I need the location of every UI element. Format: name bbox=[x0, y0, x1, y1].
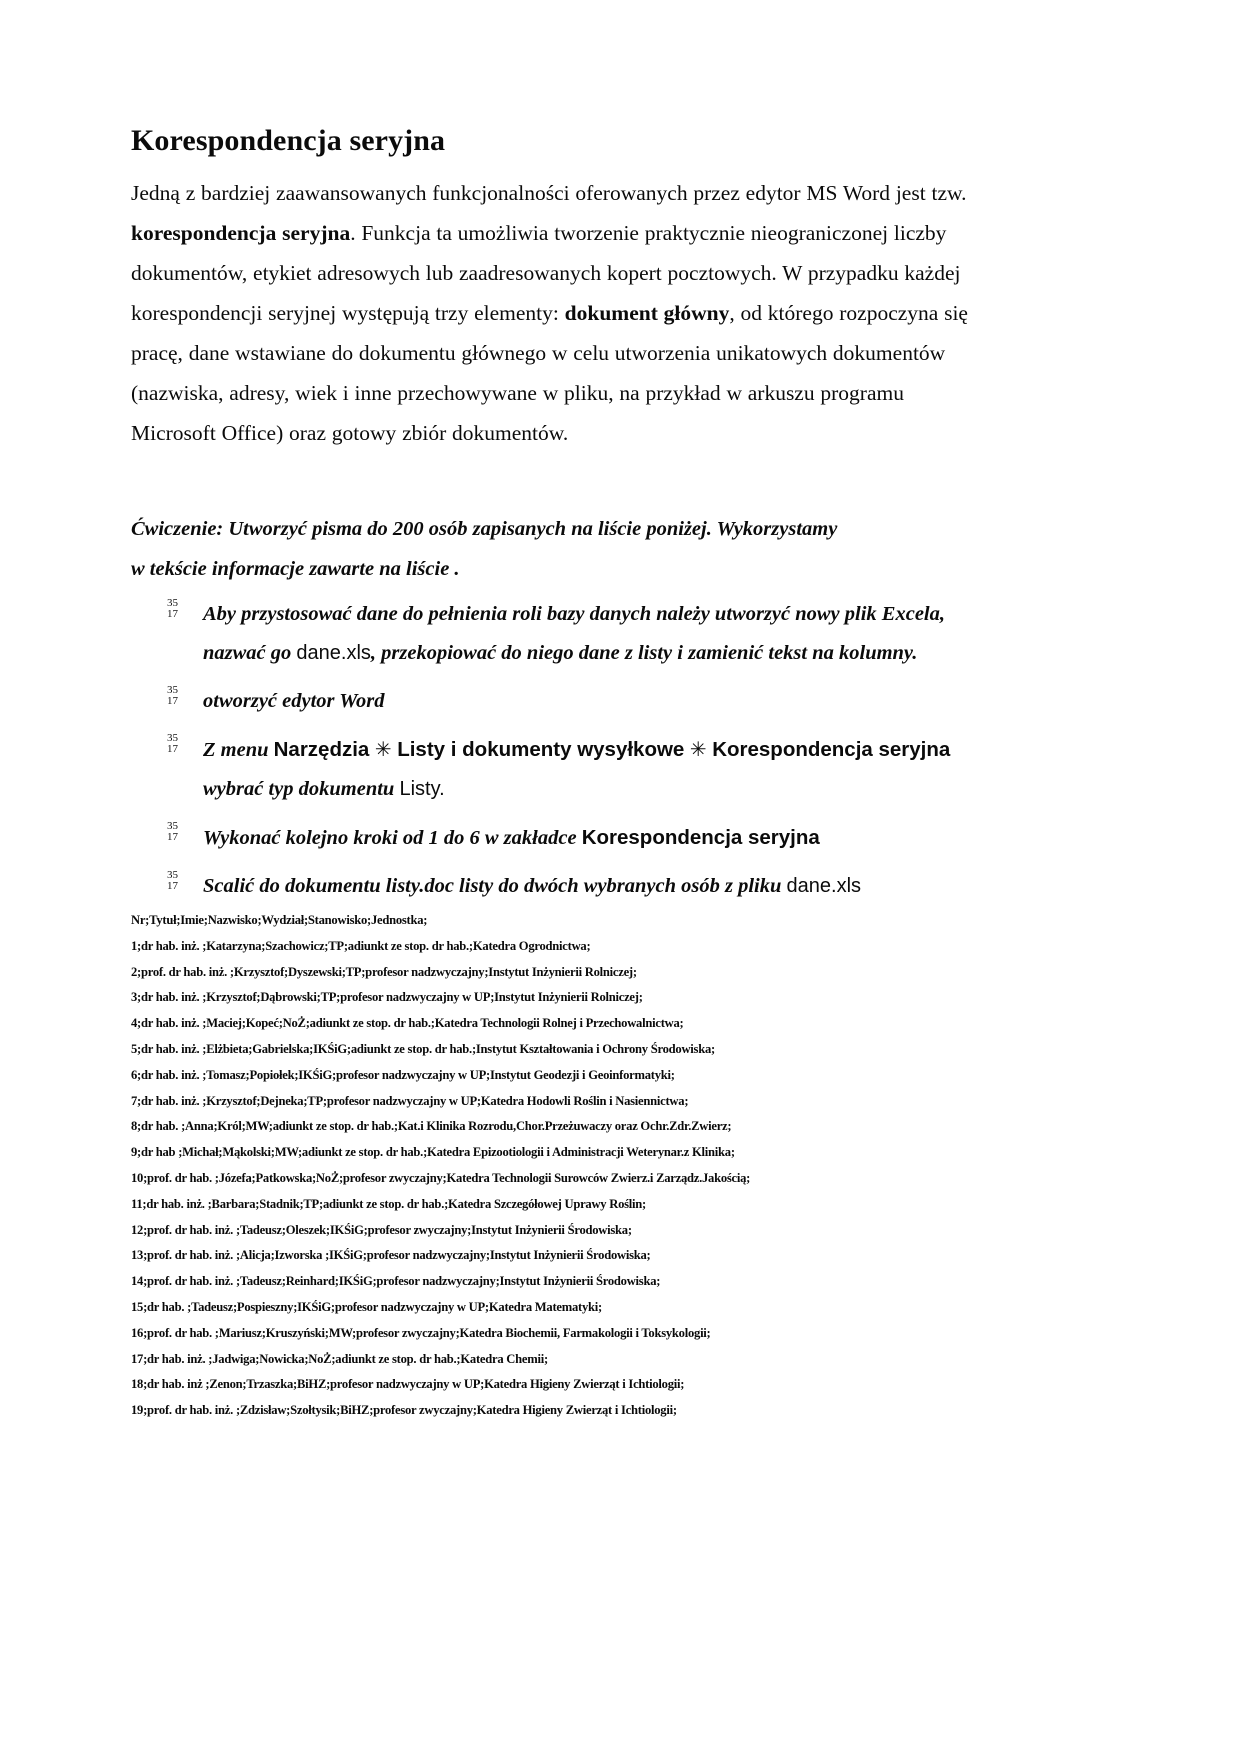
data-record-line: 9;dr hab ;Michał;Mąkolski;MW;adiunkt ze stop. dr hab.;Katedra Epizootiologii i Administracji Weterynar.z Klinika; bbox=[131, 1145, 735, 1160]
task-list-item bbox=[131, 730, 971, 809]
task-list bbox=[131, 595, 971, 906]
data-records-block bbox=[131, 908, 1031, 1424]
task-list-item bbox=[131, 867, 971, 906]
bullet-glyph-bottom: 17 bbox=[167, 831, 178, 843]
data-record-line: 1;dr hab. inż. ;Katarzyna;Szachowicz;TP;adiunkt ze stop. dr hab.;Katedra Ogrodnictwa; bbox=[131, 938, 591, 953]
task-list-item bbox=[131, 595, 971, 673]
document-content bbox=[131, 124, 971, 915]
intro-text-part1: Jedną z bardziej zaawansowanych funkcjonalności oferowanych przez edytor MS Word jest tzw. bbox=[131, 180, 967, 205]
data-record-line: 8;dr hab. ;Anna;Król;MW;adiunkt ze stop. dr hab.;Kat.i Klinika Rozrodu,Chor.Przeżuwaczy oraz Ochr.Zdr.Zwierz; bbox=[131, 1119, 732, 1134]
intro-text-part2: . Funkcja ta umożliwia tworzenie praktycznie nieograniczonej liczby dokumentów, etykiet adresowych lub zaadresowanych kopert pocztowych. W przypadku każdej korespondencji seryjnej występują trzy elementy: bbox=[131, 220, 961, 325]
bullet-glyph-bottom: 17 bbox=[167, 608, 178, 620]
data-record-line: 5;dr hab. inż. ;Elżbieta;Gabrielska;IKŚiG;adiunkt ze stop. dr hab.;Instytut Kształtowania i Ochrony Środowiska; bbox=[131, 1041, 715, 1056]
task-text-segment: Listy i dokumenty wysyłkowe bbox=[397, 737, 685, 761]
exercise-line-1: Ćwiczenie: Utworzyć pisma do 200 osób zapisanych na liście poniżej. Wykorzystamy bbox=[131, 517, 838, 540]
data-record-line: 15;dr hab. ;Tadeusz;Pospieszny;IKŚiG;profesor nadzwyczajny w UP;Katedra Matematyki; bbox=[131, 1299, 602, 1314]
task-text-segment: Z menu bbox=[203, 738, 274, 761]
data-record-line: 14;prof. dr hab. inż. ;Tadeusz;Reinhard;IKŚiG;profesor nadzwyczajny;Instytut Inżynierii Środowiska; bbox=[131, 1274, 661, 1289]
data-record-line: 12;prof. dr hab. inż. ;Tadeusz;Oleszek;IKŚiG;profesor zwyczajny;Instytut Inżynierii Środowiska; bbox=[131, 1222, 632, 1237]
task-text-segment: ✳ bbox=[684, 738, 713, 761]
intro-bold-korespondencja: korespondencja seryjna bbox=[131, 220, 351, 245]
data-record-line: 7;dr hab. inż. ;Krzysztof;Dejneka;TP;profesor nadzwyczajny w UP;Katedra Hodowli Roślin i Nasiennictwa; bbox=[131, 1093, 689, 1108]
data-record-line: 3;dr hab. inż. ;Krzysztof;Dąbrowski;TP;profesor nadzwyczajny w UP;Instytut Inżynierii Rolniczej; bbox=[131, 990, 643, 1005]
data-record-line: 6;dr hab. inż. ;Tomasz;Popiołek;IKŚiG;profesor nadzwyczajny w UP;Instytut Geodezji i Geoinformatyki; bbox=[131, 1067, 675, 1082]
task-text-segment: Narzędzia bbox=[273, 737, 370, 761]
bullet-glyph-top: 35 bbox=[167, 819, 178, 832]
data-record-line: 17;dr hab. inż. ;Jadwiga;Nowicka;NoŻ;adiunkt ze stop. dr hab.;Katedra Chemii; bbox=[131, 1351, 548, 1366]
task-text-segment: dane.xls bbox=[786, 874, 862, 897]
task-text-segment: wybrać typ dokumentu bbox=[203, 777, 400, 800]
section-spacer bbox=[131, 453, 971, 509]
data-record-line: 13;prof. dr hab. inż. ;Alicja;Izworska ;IKŚiG;profesor nadzwyczajny;Instytut Inżynierii Środowiska; bbox=[131, 1248, 651, 1263]
task-text-segment: Aby przystosować dane do pełnienia roli bazy danych należy utworzyć nowy plik Excela, nazwać go bbox=[203, 602, 945, 664]
task-text-segment: Scalić do dokumentu listy.doc listy do dwóch wybranych osób z pliku bbox=[203, 874, 787, 897]
task-text-segment: otworzyć edytor Word bbox=[203, 689, 385, 712]
data-record-line: 2;prof. dr hab. inż. ;Krzysztof;Dyszewski;TP;profesor nadzwyczajny;Instytut Inżynierii Rolniczej; bbox=[131, 964, 637, 979]
data-record-line: 4;dr hab. inż. ;Maciej;Kopeć;NoŻ;adiunkt ze stop. dr hab.;Katedra Technologii Rolnej i Przechowalnictwa; bbox=[131, 1016, 684, 1031]
bullet-glyph-top: 35 bbox=[167, 731, 178, 744]
list-bullet-glyph-icon bbox=[167, 598, 193, 621]
bullet-glyph-top: 35 bbox=[167, 868, 178, 881]
list-bullet-glyph-icon bbox=[167, 733, 193, 756]
task-text-segment: , przekopiować do niego dane z listy i zamienić tekst na kolumny. bbox=[370, 641, 918, 664]
task-text-segment: Listy. bbox=[399, 777, 445, 800]
task-text-segment: Wykonać kolejno kroki od 1 do 6 w zakładce bbox=[203, 826, 582, 849]
page-title: Korespondencja seryjna bbox=[131, 124, 446, 157]
data-list-header: Nr;Tytuł;Imie;Nazwisko;Wydział;Stanowisko;Jednostka; bbox=[131, 913, 428, 927]
task-text-segment: Korespondencja seryjna bbox=[581, 825, 820, 849]
intro-paragraph bbox=[131, 173, 971, 453]
intro-bold-dokument-glowny: dokument główny bbox=[564, 300, 730, 325]
bullet-glyph-bottom: 17 bbox=[167, 695, 178, 707]
data-record-line: 18;dr hab. inż ;Zenon;Trzaszka;BiHZ;profesor nadzwyczajny w UP;Katedra Higieny Zwierząt i Ichtiologii; bbox=[131, 1377, 685, 1392]
task-text-segment: dane.xls bbox=[296, 641, 371, 664]
data-record-line: 11;dr hab. inż. ;Barbara;Stadnik;TP;adiunkt ze stop. dr hab.;Katedra Szczegółowej Uprawy Roślin; bbox=[131, 1196, 646, 1211]
task-list-item bbox=[131, 818, 971, 858]
task-text-segment: Korespondencja seryjna bbox=[712, 737, 951, 761]
exercise-line-2: w tekście informacje zawarte na liście . bbox=[131, 557, 460, 580]
data-records-container bbox=[131, 934, 1031, 1424]
data-record-line: 10;prof. dr hab. ;Józefa;Patkowska;NoŻ;profesor zwyczajny;Katedra Technologii Surowców Zwierz.i Zarządz.Jakością; bbox=[131, 1170, 751, 1185]
list-bullet-glyph-icon bbox=[167, 821, 193, 844]
intro-text-part3: , od którego rozpoczyna się pracę, dane wstawiane do dokumentu głównego w celu utworzenia unikatowych dokumentów (nazwiska, adresy, wiek i inne przechowywane w pliku, na przykład w arkuszu programu Microsoft Office) oraz gotowy zbiór dokumentów. bbox=[131, 300, 968, 445]
list-bullet-glyph-icon bbox=[167, 685, 193, 708]
data-record-line: 16;prof. dr hab. ;Mariusz;Kruszyński;MW;profesor zwyczajny;Katedra Biochemii, Farmakologii i Toksykologii; bbox=[131, 1325, 711, 1340]
list-bullet-glyph-icon bbox=[167, 870, 193, 893]
data-record-line: 19;prof. dr hab. inż. ;Zdzisław;Szołtysik;BiHZ;profesor zwyczajny;Katedra Higieny Zwierząt i Ichtiologii; bbox=[131, 1403, 677, 1418]
task-text-segment: ✳ bbox=[369, 738, 398, 761]
bullet-glyph-top: 35 bbox=[167, 683, 178, 696]
task-list-item bbox=[131, 682, 971, 721]
bullet-glyph-top: 35 bbox=[167, 596, 178, 609]
bullet-glyph-bottom: 17 bbox=[167, 880, 178, 892]
bullet-glyph-bottom: 17 bbox=[167, 743, 178, 755]
